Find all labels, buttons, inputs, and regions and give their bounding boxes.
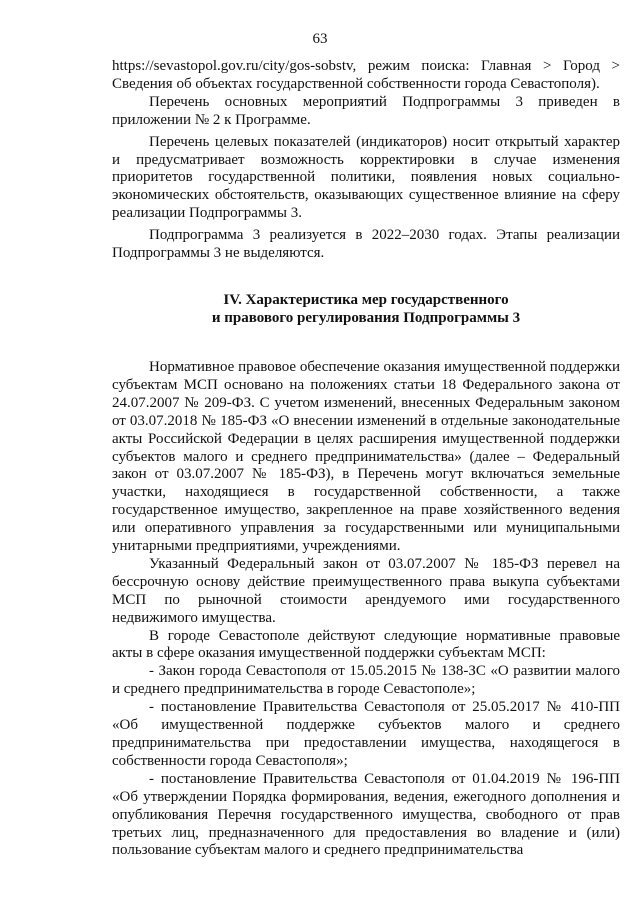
list-item-law-138: - Закон города Севастополя от 15.05.2015 № 138-ЗС «О развитии малого и среднего предпринимательства в городе Севастополе»; xyxy=(112,663,620,698)
paragraph-target-indicators: Перечень целевых показателей (индикаторов) носит открытый характер и предусматривает возможность корректировки в случае изменения приоритетов государственной политики, появления новых социально-экономических обстоятельств, оказывающих существенное влияние на сферу реализации Подпрограммы 3. xyxy=(112,133,620,222)
list-item-resolution-196: - постановление Правительства Севастополя от 01.04.2019 № 196-ПП «Об утверждении Порядка формирования, ведения, ежегодного дополнения и опубликования Перечня государственного имущества, свободного от прав третьих лиц, предназначенного для предоставления во владение и (или) пользование субъектам малого и среднего предпринимательства xyxy=(112,770,620,859)
list-item-resolution-410: - постановление Правительства Севастополя от 25.05.2017 № 410-ПП «Об имущественной поддержке субъектов малого и среднего предпринимательства при предоставлении имущества, находящегося в собственности города Севастополя»; xyxy=(112,699,620,769)
section-heading-line-1: IV. Характеристика мер государственного xyxy=(223,291,509,308)
document-body xyxy=(112,58,620,860)
paragraph-implementation-period: Подпрограмма 3 реализуется в 2022–2030 годах. Этапы реализации Подпрограммы 3 не выделяются. xyxy=(112,227,620,262)
paragraph-acts-intro: В городе Севастополе действуют следующие нормативные правовые акты в сфере оказания имущественной поддержки субъектам МСП: xyxy=(112,627,620,662)
paragraph-federal-law: Указанный Федеральный закон от 03.07.2007 № 185-ФЗ перевел на бессрочную основу действие преимущественного права выкупа субъектами МСП по рыночной стоимости арендуемого ими государственного недвижимого имущества. xyxy=(112,555,620,626)
section-heading xyxy=(112,291,620,327)
paragraph-legal-basis: Нормативное правовое обеспечение оказания имущественной поддержки субъектам МСП основано на положениях статьи 18 Федерального закона от 24.07.2007 № 209-ФЗ. С учетом изменений, внесенных Федеральным законом от 03.07.2018 № 185-ФЗ «О внесении изменений в отдельные законодательные акты Российской Федерации в целях расширения имущественной поддержки субъектов малого и среднего предпринимательства» (далее – Федеральный закон от 03.07.2007 № 185-ФЗ), в Перечень могут включаться земельные участки, находящиеся в государственной собственности, а также государственное имущество, закрепленное на праве хозяйственного ведения или оперативного управления за государственными или муниципальными унитарными предприятиями, учреждениями. xyxy=(112,358,620,555)
page-number: 63 xyxy=(312,31,328,47)
paragraph-source-url: https://sevastopol.gov.ru/city/gos-sobstv, режим поиска: Главная > Город > Сведения об объектах государственной собственности города Севастополя). xyxy=(112,58,620,92)
paragraph-activities-list: Перечень основных мероприятий Подпрограммы 3 приведен в приложении № 2 к Программе. xyxy=(112,93,620,128)
section-heading-line-2: и правового регулирования Подпрограммы 3 xyxy=(211,309,521,326)
